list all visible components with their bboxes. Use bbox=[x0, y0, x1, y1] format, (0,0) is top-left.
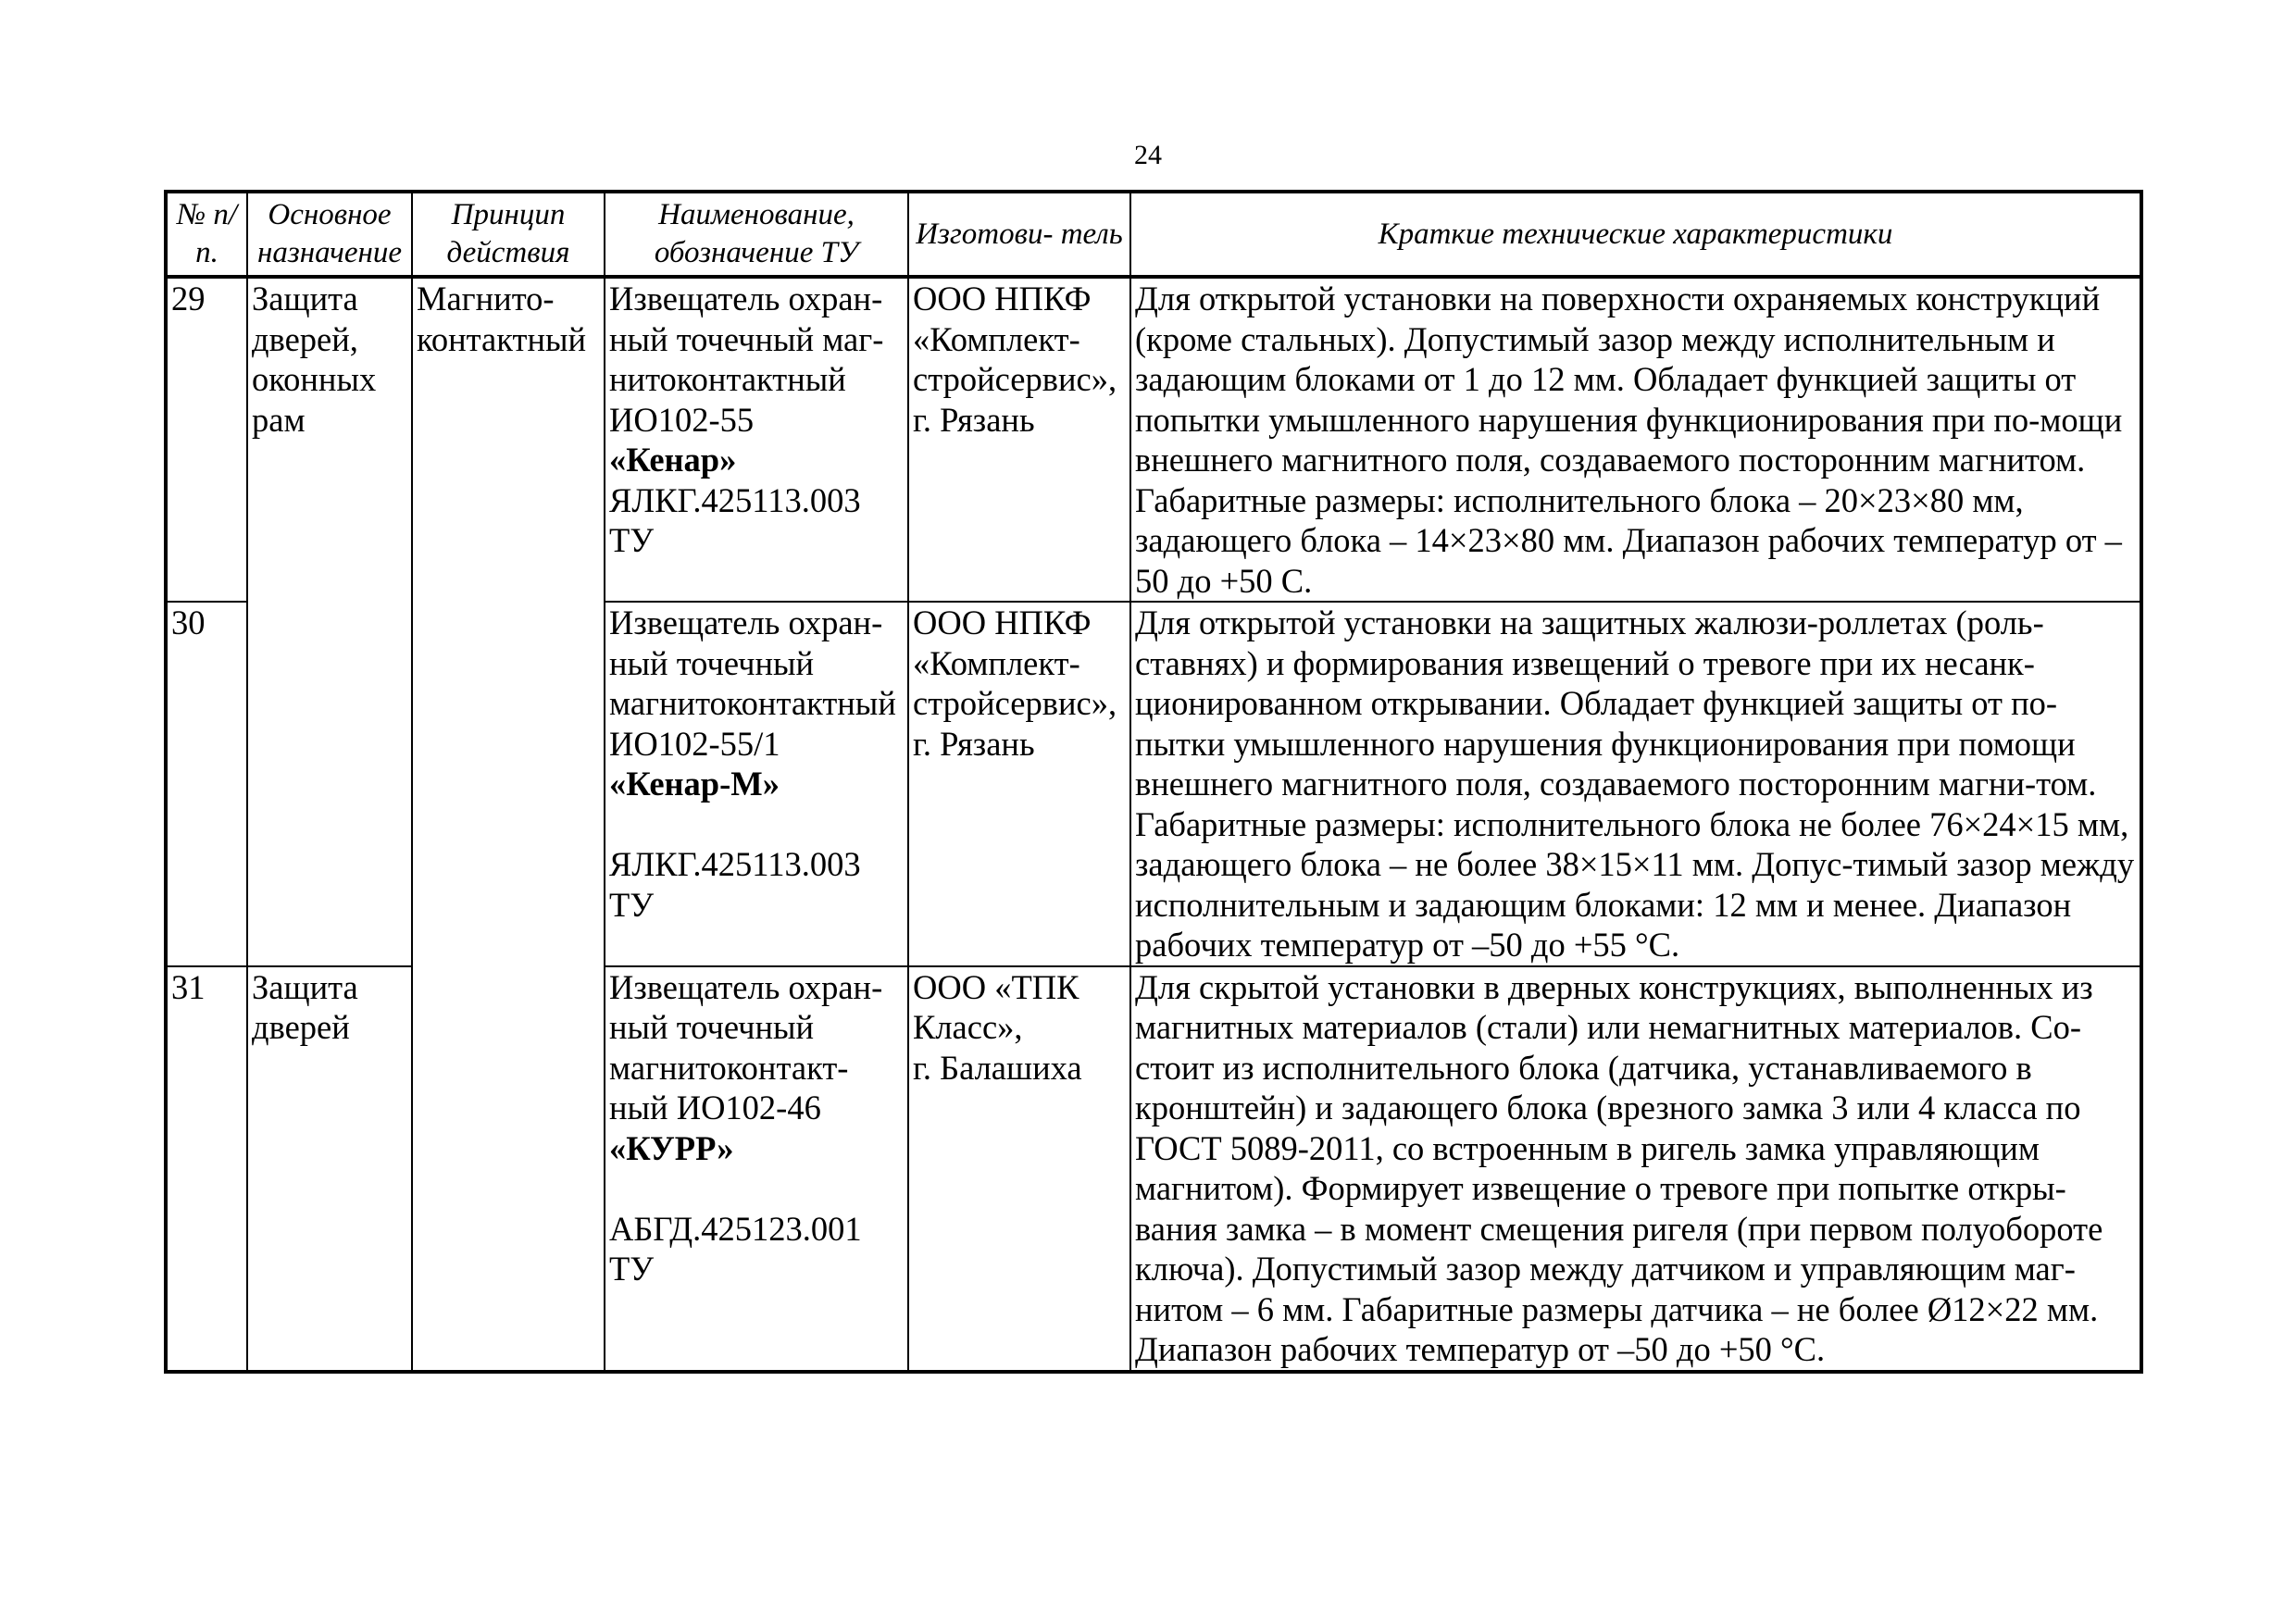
device-name: Извещатель охран- ный точечный магнитоконтактный ИО102-55/1 bbox=[609, 604, 896, 763]
manufacturer-cell: ООО НПКФ «Комплект- стройсервис», г. Рязань bbox=[908, 277, 1130, 602]
header-num: № п/п. bbox=[166, 192, 247, 277]
name-cell bbox=[605, 966, 908, 1372]
spacer bbox=[609, 804, 904, 845]
header-characteristics: Краткие технические характеристики bbox=[1130, 192, 2141, 277]
tu-designation: ЯЛКГ.425113.003 ТУ bbox=[609, 845, 861, 924]
row-number: 31 bbox=[166, 966, 247, 1372]
device-model: «Кенар-М» bbox=[609, 765, 780, 803]
page-number: 24 bbox=[1134, 140, 1162, 170]
manufacturer-cell: ООО «ТПК Класс», г. Балашиха bbox=[908, 966, 1130, 1372]
header-purpose: Основное назначение bbox=[247, 192, 412, 277]
tu-designation: АБГД.425123.001 ТУ bbox=[609, 1209, 862, 1288]
manufacturer-cell: ООО НПКФ «Комплект- стройсервис», г. Рязань bbox=[908, 602, 1130, 966]
table-header-row bbox=[166, 192, 2141, 277]
header-manufacturer: Изготови- тель bbox=[908, 192, 1130, 277]
equipment-table bbox=[164, 190, 2143, 1374]
description-cell: Для открытой установки на защитных жалюзи-роллетах (роль-ставнях) и формирования извещений о тревоге при их несанк-ционированном открывании. Обладает функцией защиты от по-пытки умышленного нарушения функционирования при помощи внешнего магнитного поля, создаваемого посторонним магни-том. Габаритные размеры: исполнительного блока не более 76×24×15 мм, задающего блока – не более 38×15×11 мм. Допус-тимый зазор между исполнительным и задающим блоками: 12 мм и менее. Диапазон рабочих температур от –50 до +55 °С. bbox=[1130, 602, 2141, 966]
header-principle: Принцип действия bbox=[412, 192, 605, 277]
purpose-cell: Защита дверей, оконных рам bbox=[247, 277, 412, 966]
description-cell: Для скрытой установки в дверных конструкциях, выполненных из магнитных материалов (стали) или немагнитных материалов. Со-стоит из исполнительного блока (датчика, устанавливаемого в кронштейн) и задающего блока (врезного замка 3 или 4 класса по ГОСТ 5089-2011, со встроенным в ригель замка управляющим магнитом). Формирует извещение о тревоге при попытке откры-вания замка – в момент смещения ригеля (при первом полуобороте ключа). Допустимый зазор между датчиком и управляющим маг-нитом – 6 мм. Габаритные размеры датчика – не более Ø12×22 мм. Диапазон рабочих температур от –50 до +50 °С. bbox=[1130, 966, 2141, 1372]
principle-cell: Магнито- контактный bbox=[412, 277, 605, 1372]
device-name: Извещатель охран- ный точечный магнитоконтакт- ный ИО102-46 bbox=[609, 967, 883, 1126]
table-row bbox=[166, 277, 2141, 602]
row-number: 29 bbox=[166, 277, 247, 602]
description-cell: Для открытой установки на поверхности охраняемых конструкций (кроме стальных). Допустимый зазор между исполнительным и задающим блоками от 1 до 12 мм. Обладает функцией защиты от попытки умышленного нарушения функционирования при по-мощи внешнего магнитного поля, создаваемого посторонним магнитом. Габаритные размеры: исполнительного блока – 20×23×80 мм, задающего блока – 14×23×80 мм. Диапазон рабочих температур от –50 до +50 С. bbox=[1130, 277, 2141, 602]
device-name: Извещатель охран- ный точечный маг- нитоконтактный ИО102-55 bbox=[609, 280, 884, 439]
header-name: Наименование, обозначение ТУ bbox=[605, 192, 908, 277]
spacer bbox=[609, 1168, 904, 1209]
row-number: 30 bbox=[166, 602, 247, 966]
name-cell bbox=[605, 277, 908, 602]
tu-designation: ЯЛКГ.425113.003 ТУ bbox=[609, 480, 861, 559]
device-model: «Кенар» bbox=[609, 441, 737, 479]
device-model: «КУРР» bbox=[609, 1128, 734, 1167]
purpose-cell: Защита дверей bbox=[247, 966, 412, 1372]
name-cell bbox=[605, 602, 908, 966]
